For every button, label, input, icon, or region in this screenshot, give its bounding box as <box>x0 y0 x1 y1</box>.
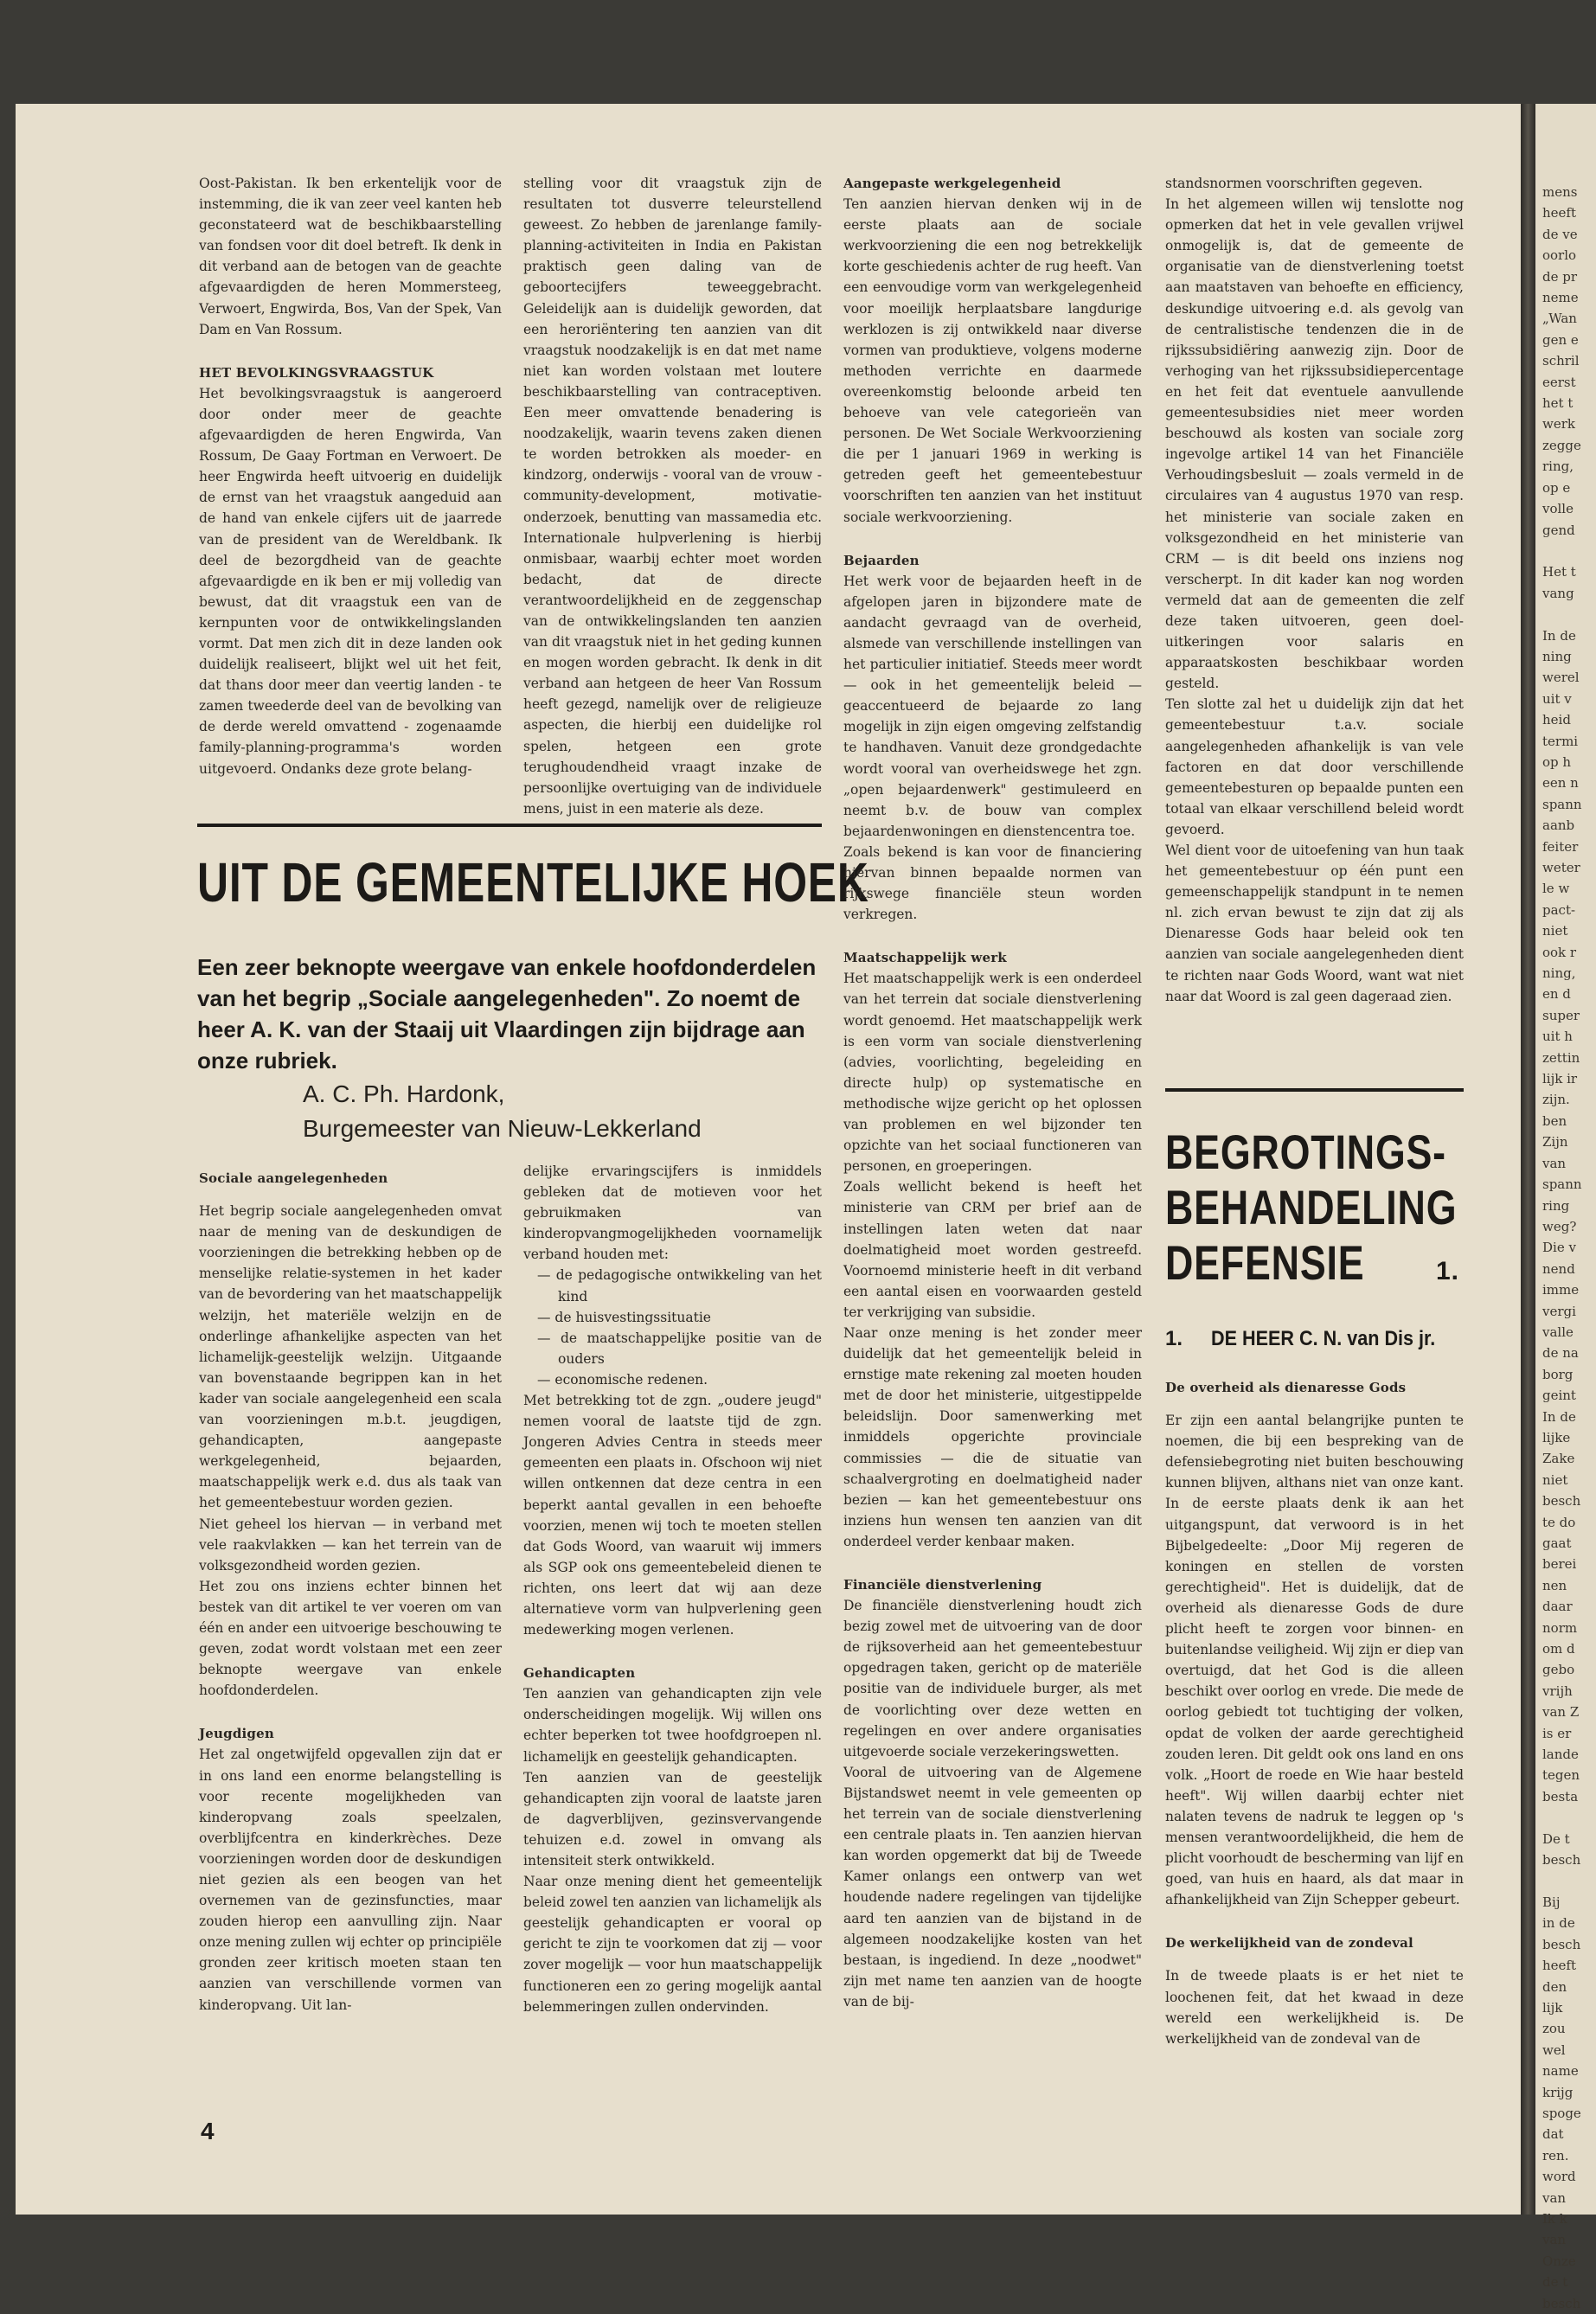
adjacent-text-fragment: gen e <box>1542 331 1579 348</box>
adjacent-text-fragment: norm <box>1542 1619 1578 1636</box>
list-item: — de huisvestingssituatie <box>537 1309 711 1325</box>
adjacent-text-fragment: le w <box>1542 881 1570 897</box>
article-text: Zoals wellicht bekend is heeft het ministerie van CRM per brief aan de instellingen laten weten dat naar doelmatigheid moet worden gestreefd. Voornoemd ministerie heeft in dit verband een aantal eisen en voorwaarden gesteld ter verkrijging van subsidie. <box>843 1179 1142 1320</box>
headline-number: 1. <box>1436 1257 1460 1285</box>
article-text: Ten aanzien hiervan denken wij in de eerste plaats aan de sociale werkvoorziening die een nog betrekkelijk korte geschiedenis achter de rug heeft. Van een eenvoudige vorm van werkgelegenheid voor moeilijk herplaatsbare langdurige werklozen is zij ontwikkeld naar diverse vormen van produktieve, volgens moderne methoden verrichte en daarmede overeenkomstig beloonde arbeid ten behoeve van vele categorieën van personen. De Wet Sociale Werkvoorziening die per 1 januari 1969 in werking is getreden geeft het gemeentebestuur voorschriften ten aanzien van het instituut sociale werkvoorziening. <box>843 196 1142 525</box>
adjacent-text-fragment: In de <box>1542 1408 1576 1425</box>
section-divider <box>197 824 822 827</box>
adjacent-text-fragment: schril <box>1542 353 1580 369</box>
adjacent-text-fragment: pact- <box>1542 901 1576 918</box>
adjacent-text-fragment: het t <box>1542 395 1574 412</box>
adjacent-text-fragment <box>1535 541 1596 561</box>
adjacent-text-fragment: zijn. <box>1542 1092 1570 1108</box>
adjacent-text-fragment: nend <box>1542 1260 1575 1277</box>
section-heading: Financiële dienstverlening <box>843 1577 1042 1593</box>
adjacent-text-fragment: Ik k <box>1542 2211 1567 2227</box>
article-headline: UIT DE GEMEENTELIJKE HOEK <box>197 851 869 913</box>
adjacent-text-fragment: Het t <box>1542 564 1576 580</box>
adjacent-text-fragment: vergi <box>1542 1303 1576 1319</box>
article-text: Het bevolkingsvraagstuk is aangeroerd door onder meer de geachte afgevaardigden de heren Engwirda, Van Rossum, De Gaay Fortman en Verwoert. De heer Engwirda heeft uitvoerig en duidelijk de ernst van het vraagstuk aangeduid aan de hand van enkele cijfers uit de jaarrede van de president van de Wereldbank. Ik deel de bezorgdheid van de geachte afgevaardigde en ik ben er mij volledig van bewust, dat dit vraagstuk een van de kernpunten voor de ontwikkelingslanden vormt. Dat men zich dit in deze landen ook duidelijk realiseert, blijkt wel uit het feit, dat thans door meer dan veertig landen - te zamen tweederde deel van de bevolking van de derde wereld omvattend - zogenaamde family-planning-programma's worden uitgevoerd. Ondanks deze grote belang- <box>199 385 502 777</box>
article-text: Niet geheel los hiervan — in verband met vele raakvlakken — kan het terrein van de volksgezondheid worden gezien. <box>199 1516 502 1574</box>
adjacent-text-fragment: ben <box>1542 1112 1567 1129</box>
headline-line: DEFENSIE <box>1165 1235 1365 1290</box>
adjacent-text-fragment: van <box>1542 2232 1567 2248</box>
adjacent-text-fragment: termi <box>1542 733 1579 749</box>
adjacent-text-fragment: weg? <box>1542 1218 1577 1234</box>
list-item: — de pedagogische ontwikkeling van het kind <box>537 1267 822 1304</box>
article-text: Het zal ongetwijfeld opgevallen zijn dat er in ons land een enorme belangstelling is voor recente mogelijkheden van kinderopvang zoals speelzalen, overblijfcentra en kinderkrèches. Deze voorzieningen worden door de deskundigen niet gezien als een beogen van het overnemen van de gezinsfuncties, maar zouden hierop een aanvulling zijn. Naar onze mening zullen wij echter op principiële gronden zeer kritisch moeten staan ten aanzien van verschillende vormen van kinderopvang. Uit lan- <box>199 1747 502 2013</box>
adjacent-text-fragment: ring <box>1542 1197 1570 1214</box>
adjacent-text-fragment: vang <box>1542 585 1574 601</box>
adjacent-text-fragment <box>1535 604 1596 625</box>
section-heading: Maatschappelijk werk <box>843 950 1007 966</box>
article-text: Er zijn een aantal belangrijke punten te noemen, die bij een bespreking van de defensiebegroting niet buiten beschouwing kunnen blijven, althans niet van onze kant. In de eerste plaats denk ik aan het uitgangspunt, dat verwoord is in het Bijbelgedeelte: „Door Mij regeren de koningen en stellen de vorsten gerechtigheid". Het is duidelijk, dat de overheid als dienaresse Gods de dure plicht heeft te zorgen voor binnen- en buitenlandse veiligheid. Wij zijn er diep van overtuigd, dat het God is die alleen beschikt over oorlog en vrede. Die mede de oorlog gebiedt tot tuchtiging der volken, opdat de volken der aarde gerechtigheid zouden leren. Dit geldt ook ons land en ons volk. „Hoort de roede en Wie haar besteld heeft". Wij willen daarbij echter niet nalaten tevens de nadruk te leggen op 's mensen verantwoordelijkheid, die hem de plicht voorhoudt de bescherming van lijf en goed, van huis en haard, als dat maar in afhankelijkheid van Zijn Schepper gebeurt. <box>1165 1413 1464 1908</box>
adjacent-text-fragment: de t <box>1542 2274 1568 2291</box>
adjacent-text-fragment: van <box>1542 2189 1567 2206</box>
defensie-headline <box>1165 1125 1460 1291</box>
adjacent-text-fragment: op h <box>1542 753 1572 770</box>
adjacent-text-fragment: werel <box>1542 670 1580 686</box>
adjacent-text-fragment: vrijh <box>1542 1683 1573 1699</box>
article-text: Ten slotte zal het u duidelijk zijn dat het gemeentebestuur t.a.v. sociale aangelegenheden afhankelijk is van vele factoren en dat door verschillende gemeentebesturen op bepaalde punten een totaal van elkaar verschillend beleid wordt gevoerd. <box>1165 696 1464 837</box>
adjacent-text-fragment: aanb <box>1542 817 1575 834</box>
adjacent-text-fragment: niet <box>1542 923 1568 939</box>
adjacent-text-fragment: den <box>1542 1978 1567 1995</box>
adjacent-text-fragment: besta <box>1542 1788 1579 1804</box>
adjacent-text-fragment: oorlo <box>1542 247 1577 264</box>
article-text: Het zou ons inziens echter binnen het bestek van dit artikel te ver voeren om van één en ander een uitvoerige beschouwing te geven, zodat wordt volstaan met een zeer beknopte weergave van enkele hoofdonderdelen. <box>199 1578 502 1699</box>
adjacent-text-fragment: de ve <box>1542 226 1578 242</box>
article-text: Naar onze mening is het zonder meer duidelijk dat het gemeentelijk beleid in ernstige mate rekening zal moeten houden met de door het ministerie, uitgestippelde beleidslijn. Door samenwerking met inmiddels opgerichte provinciale commissies — die de situatie van schaalvergroting en doelmatigheid nader bezien — kan het gemeentebestuur ons inziens hun wensen ten aanzien van dit onderdeel verder kenbaar maken. <box>843 1324 1142 1549</box>
adjacent-text-fragment: name <box>1542 2063 1579 2080</box>
gemeente-column-2 <box>523 1161 822 2017</box>
adjacent-text-fragment: lande <box>1542 1747 1579 1763</box>
adjacent-text-fragment: volle <box>1542 501 1574 517</box>
adjacent-text-fragment: lijke <box>1542 1429 1571 1445</box>
adjacent-text-fragment: spann <box>1542 796 1582 812</box>
page-gutter <box>1521 104 1535 2215</box>
article-text: De financiële dienstverlening houdt zich bezig zowel met de uitvoering van de door de rijksoverheid aan het gemeentebestuur opgedragen taken, gericht op de materiële positie van de individuele burger, als met de voorlichting over deze wetten en regelingen en over andere organisaties uitgevoerde sociale verzekeringswetten. <box>843 1598 1142 1760</box>
adjacent-text-fragment: weter <box>1542 860 1580 875</box>
adjacent-text-fragment: gaat <box>1542 1535 1572 1551</box>
author-name: A. C. Ph. Hardonk, <box>303 1080 505 1107</box>
adjacent-text-fragment: neme <box>1542 290 1579 306</box>
article-text: delijke ervaringscijfers is inmiddels gebleken dat de motieven voor het gebruikmaken van kinderopvangmogelijkheden voornamelijk verband houden met: <box>523 1163 822 1263</box>
adjacent-text-fragment: De t <box>1542 1830 1570 1847</box>
adjacent-text-fragment: de pr <box>1542 268 1578 285</box>
adjacent-text-fragment: te do <box>1542 1514 1576 1530</box>
adjacent-text-fragment: en d <box>1542 986 1571 1003</box>
top-column-2 <box>523 173 822 819</box>
motives-list <box>523 1265 822 1390</box>
adjacent-text-fragment: Zijn <box>1542 1134 1568 1151</box>
section-heading: De overheid als dienaresse Gods <box>1165 1380 1407 1395</box>
adjacent-text-fragment: lijk ir <box>1542 1071 1578 1087</box>
adjacent-text-fragment: uit h <box>1542 1029 1573 1045</box>
adjacent-text-fragment: nen <box>1542 1577 1567 1593</box>
adjacent-text-fragment: eerst <box>1542 374 1576 390</box>
adjacent-text-fragment: ning <box>1542 648 1572 664</box>
list-item: — de maatschappelijke positie van de ouders <box>537 1330 822 1367</box>
article-text: In het algemeen willen wij tenslotte nog opmerken dat het in vele gevallen vrijwel onmogelijk is, dat de gemeente de organisatie van de dienstverlening toetst aan maatstaven van behoefte en efficiency, deskundige uitvoering e.d. als gevolg van de centralistische tendenzen die in de rijkssubsidiëring aanwezig zijn. Door de verhoging van het rijkssubsidiepercentage en het feit dat eventuele aanvullende gemeentesubsidies niet meer worden beschouwd als kosten van sociale zorg ingevolge artikel 14 van het Financiële Verhoudingsbesluit — zoals vermeld in de circulaires van 4 augustus 1970 van resp. het ministerie van sociale zaken en volksgezondheid en het ministerie van CRM — is dit beeld ons inziens nog verscherpt. In dit kader kan nog worden vermeld dat aan de gemeenten die zelf deze taken uitvoeren, geen doel-uitkeringen voor salaris en apparaatskosten beschikbaar worden gesteld. <box>1165 196 1464 692</box>
adjacent-text-fragment: „Wan <box>1542 311 1577 327</box>
author-title: Burgemeester van Nieuw-Lekkerland <box>303 1115 702 1142</box>
adjacent-text-fragment: heeft <box>1542 205 1576 221</box>
adjacent-text-fragment: besch <box>1542 1936 1581 1952</box>
section-divider <box>1165 1088 1464 1092</box>
adjacent-text-fragment: wel <box>1542 2042 1566 2058</box>
article-text: Het maatschappelijk werk is een onderdeel van het terrein dat sociale dienstverlening wordt genoemd. Het maatschappelijk werk is een vorm van sociale dienstverlening (advies, voorlichting, begeleiding en directe hulp) op systematische en methodische wijze gericht op het oplossen van problemen en wel bijzonder ten opzichte van het sociaal functioneren van personen, en groeperingen. <box>843 971 1142 1175</box>
section-heading: Gehandicapten <box>523 1665 636 1682</box>
adjacent-text-fragment: word <box>1542 2169 1576 2185</box>
adjacent-text-fragment: In de <box>1542 627 1576 644</box>
gemeente-column-3 <box>843 173 1142 2012</box>
adjacent-text-fragment: heid <box>1542 712 1571 728</box>
article-text: standsnormen voorschriften gegeven. <box>1165 176 1423 191</box>
page-number: 4 <box>201 2118 215 2144</box>
section-heading: Sociale aangelegenheden <box>199 1170 388 1186</box>
adjacent-text-fragment: gend <box>1542 522 1575 538</box>
adjacent-text-fragment: om d <box>1542 1641 1575 1657</box>
adjacent-text-fragment: ren. <box>1542 2147 1569 2163</box>
adjacent-page-text <box>1535 104 1596 2314</box>
adjacent-text-fragment: Bij <box>1542 1894 1561 1910</box>
headline-line: BEHANDELING <box>1165 1180 1458 1234</box>
article-text: Met betrekking tot de zgn. „oudere jeugd" nemen vooral de laatste tijd de zgn. Jongeren Advies Centra in steeds meer gemeenten een plaats in. Ofschoon wij niet willen ontkennen dat deze centra in een beperkt aantal gevallen in een behoefte voorzien, menen wij toch te moeten stellen dat Gods Woord, van waaruit wij immers als SGP ook ons gemeentebeleid dienen te richten, ons leert dat wij aan deze alternatieve vorm van hulpverlening geen medewerking mogen verlenen. <box>523 1393 822 1638</box>
adjacent-text-fragment: zou <box>1542 2021 1566 2037</box>
adjacent-text-fragment: niet <box>1542 1471 1568 1488</box>
adjacent-text-fragment: besch <box>1542 1493 1581 1510</box>
adjacent-text-fragment: van <box>1542 1155 1567 1171</box>
article-text: Het begrip sociale aangelegenheden omvat naar de mening van de deskundigen de voorzieningen die betrekking hebben op de menselijke relatie-systemen in het kader van de bevordering van het maatschappelijk welzijn, het materiële welzijn en de onderlinge afhankelijke aspecten van het lichamelijk-geestelijk welzijn. Uitgaande van bovenstaande begrippen kan in het kader van sociale aangelegenheid een scala van voorzieningen m.b.t. jeugdigen, gehandicapten, aangepaste werkgelegenheid, bejaarden, maatschappelijk werk e.d. dus als taak van het gemeentebestuur worden gezien. <box>199 1203 502 1511</box>
adjacent-text-fragment: krijg <box>1542 2084 1574 2100</box>
adjacent-text-fragment: de na <box>1542 1345 1579 1362</box>
adjacent-text-fragment: in de <box>1542 1915 1575 1932</box>
adjacent-text-fragment: valle <box>1542 1324 1574 1340</box>
adjacent-text-fragment: Zake <box>1542 1451 1575 1467</box>
adjacent-text-fragment: heeft <box>1542 1958 1576 1974</box>
adjacent-text-fragment: van Z <box>1542 1704 1580 1721</box>
adjacent-text-fragment: besch <box>1542 1852 1581 1869</box>
headline-line: BEGROTINGS- <box>1165 1125 1446 1179</box>
adjacent-text-fragment: feiter <box>1542 838 1579 855</box>
article-lead: Een zeer beknopte weergave van enkele hoofdonderdelen van het begrip „Sociale aangelegenheden". Zo noemt de heer A. K. van der Staaij uit Vlaardingen zijn bijdrage aan onze rubriek. <box>197 954 817 1074</box>
article-text: Het werk voor de bejaarden heeft in de afgelopen jaren in bijzondere mate de aandacht gevraagd van de overheid, alsmede van verschillende instellingen van het particulier initiatief. Steeds meer wordt — ook in het gemeentelijk beleid — geaccentueerd de bejaarde zo lang mogelijk in zijn eigen omgeving zelfstandig te handhaven. Vanuit deze grondgedachte wordt vooral van overheidswege het zgn. „open bejaardenwerk" gestimuleerd en neemt b.v. de bouw van complex bejaardenwoningen en dienstencentra toe. <box>843 573 1142 839</box>
adjacent-text-fragment: super <box>1542 1007 1580 1023</box>
adjacent-text-fragment: zegge <box>1542 437 1581 453</box>
adjacent-text-fragment: werk <box>1542 416 1575 433</box>
gemeente-column-1 <box>199 1168 502 2016</box>
adjacent-text-fragment: is er <box>1542 1725 1572 1741</box>
speaker-name: DE HEER C. N. van Dis jr. <box>1211 1327 1436 1350</box>
gemeente-column-4 <box>1165 173 1464 1007</box>
section-heading: Bejaarden <box>843 552 920 568</box>
article-text: Wel dient voor de uitoefening van hun taak het gemeentebestuur op één punt een gemeenschappelijk standpunt in te nemen nl. zich ervan bewust te zijn dat zij als Dienaresse Gods haar beleid ook ten aanzien van sociale aangelegenheden dient te richten naar Gods Woord, want wat niet naar dat Woord is zal geen dageraad zien. <box>1165 843 1464 1004</box>
adjacent-text-fragment: besch <box>1542 2295 1581 2311</box>
adjacent-text-fragment: ook r <box>1542 944 1577 960</box>
section-heading: Jeugdigen <box>199 1726 274 1742</box>
adjacent-text-fragment: mens <box>1542 184 1578 200</box>
adjacent-text-fragment: berei <box>1542 1556 1577 1573</box>
adjacent-text-fragment: Onze <box>1542 2253 1576 2269</box>
article-text: Ten aanzien van gehandicapten zijn vele onderscheidingen mogelijk. Wij willen ons echter beperken tot twee hoofdgroepen nl. lichamelijk en geestelijk gehandicapten. <box>523 1686 822 1765</box>
list-item: — economische redenen. <box>537 1371 708 1388</box>
article-text: Naar onze mening dient het gemeentelijk beleid zowel ten aanzien van lichamelijk als geestelijk gehandicapten er vooral op gericht te zijn te voorkomen dat zij — voor zover mogelijk — voor hun maatschappelijk functioneren een zo gering mogelijk aantal belemmeringen zullen ondervinden. <box>523 1874 822 2015</box>
article-text: stelling voor dit vraagstuk zijn de resultaten tot dusverre teleurstellend geweest. Zo hebben de jarenlange family-planning-activiteiten in India en Pakistan praktisch geen daling van de geboortecijfers teweeggebracht. Geleidelijk aan is duidelijk geworden, dat een heroriëntering ten aanzien van dit vraagstuk noodzakelijk is en dat met name niet kan worden volstaan met loutere beschikbaarstelling van contraceptiven. Een meer omvattende benadering is noodzakelijk, waarin tevens zaken dienen te worden betrokken als moeder- en kindzorg, onderwijs - vooral van de vrouw - community-development, motivatie-onderzoek, benutting van massamedia etc. Internationale hulpverlening is hierbij onmisbaar, waarbij echter moet worden bedacht, dat de directe verantwoordelijkheid en de zeggenschap van de ontwikkelingslanden ten aanzien van dit vraagstuk niet in het geding kunnen en mogen worden gebracht. Ik denk in dit verband aan hetgeen de heer Van Rossum heeft gezegd, namelijk over de religieuze aspecten, die hierbij een duidelijke rol spelen, hetgeen een grote terughoudendheid vraagt inzake de persoonlijke overtuiging van de individuele mens, juist in een materie als deze. <box>523 176 822 817</box>
adjacent-text-fragment: op e <box>1542 479 1571 496</box>
adjacent-text-fragment: imme <box>1542 1282 1580 1298</box>
adjacent-text-fragment <box>1535 1871 1596 1892</box>
article-text: Ten aanzien van de geestelijk gehandicapten zijn vooral de laatste jaren de dagverblijven, gezinsvervangende tehuizen e.d. zowel in omvang als intensiteit sterk ontwikkeld. <box>523 1769 822 1869</box>
speaker-number: 1. <box>1165 1327 1183 1350</box>
article-text: Vooral de uitvoering van de Algemene Bijstandswet neemt in vele gemeenten op het terrein van de sociale dienstverlening een centrale plaats in. Ten aanzien hiervan kan worden opgemerkt dat bij de Tweede Kamer onlangs een ontwerp van wet houdende nadere regelingen van tijdelijke aard ten aanzien van de bijstand in de algemeen noodzakelijke kosten van het bestaan, is ingediend. In deze „noodwet" zijn met name ten aanzien van de hoogte van de bij- <box>843 1764 1142 2010</box>
article-text: In de tweede plaats is er het niet te loochenen feit, dat het kwaad in deze wereld een werkelijkheid is. De werkelijkheid van de zondeval van de <box>1165 1968 1464 2047</box>
adjacent-text-fragment <box>1535 1807 1596 1828</box>
defensie-column <box>1165 1377 1464 2049</box>
adjacent-text-fragment: ring, <box>1542 458 1574 475</box>
adjacent-text-fragment: daar <box>1542 1599 1573 1615</box>
adjacent-text-fragment: geint <box>1542 1388 1576 1404</box>
adjacent-text-fragment: lijk <box>1542 1999 1563 2016</box>
adjacent-text-fragment: een n <box>1542 775 1579 792</box>
adjacent-text-fragment: spann <box>1542 1176 1582 1193</box>
adjacent-page-fragment <box>1535 104 1596 2311</box>
adjacent-text-fragment: Die v <box>1542 1240 1576 1256</box>
adjacent-text-fragment: spoge <box>1542 2105 1581 2121</box>
top-column-1 <box>199 173 502 779</box>
adjacent-text-fragment: borg <box>1542 1366 1574 1382</box>
section-heading: HET BEVOLKINGSVRAAGSTUK <box>199 364 434 381</box>
adjacent-text-fragment: zettin <box>1542 1049 1580 1066</box>
adjacent-text-fragment: uit v <box>1542 690 1572 707</box>
section-heading: De werkelijkheid van de zondeval <box>1165 1935 1413 1952</box>
adjacent-text-fragment: gebo <box>1542 1662 1575 1678</box>
adjacent-text-fragment: dat <box>1542 2126 1564 2143</box>
adjacent-text-fragment: ning, <box>1542 965 1576 982</box>
article-text: Oost-Pakistan. Ik ben erkentelijk voor de instemming, die ik van zeer veel kanten heb geconstateerd wat de beschikbaarstelling van fondsen voor dit doel betreft. Ik denk in dit verband aan de betogen van de geachte afgevaardigden de heren Mommersteeg, Verwoert, Engwirda, Bos, Van der Spek, Van Dam en Van Rossum. <box>199 176 502 337</box>
adjacent-text-fragment: tegen <box>1542 1767 1580 1784</box>
article-text: Zoals bekend is kan voor de financiering hiervan binnen bepaalde normen van rijkswege financiële steun worden verkregen. <box>843 843 1142 923</box>
section-heading: Aangepaste werkgelegenheid <box>843 176 1061 191</box>
